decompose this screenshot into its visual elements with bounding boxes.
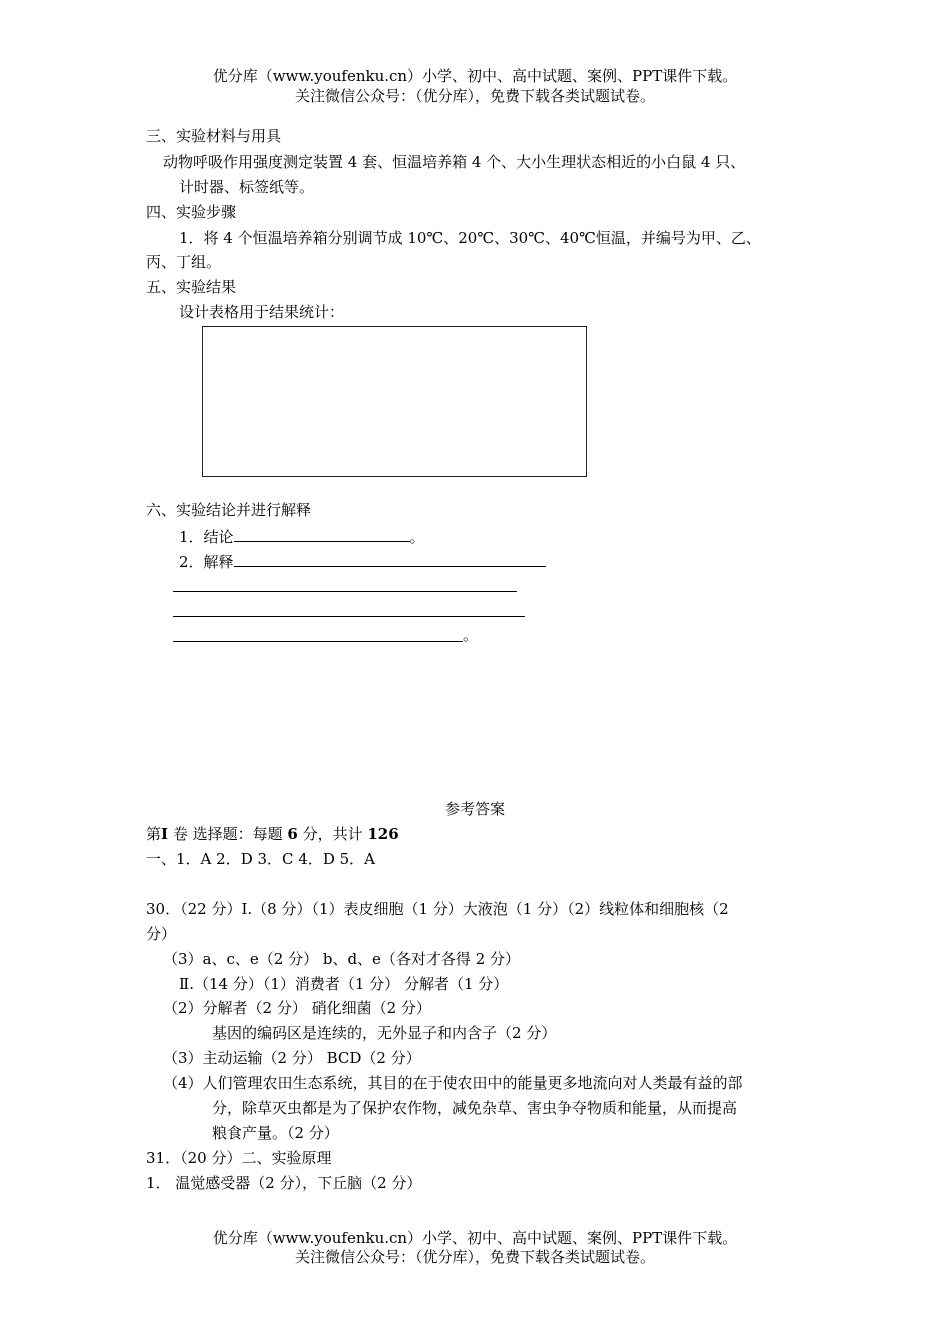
footer-line-2: 关注微信公众号：（优分库），免费下载各类试题试卷。 <box>294 1248 655 1266</box>
q30-line-10: 粮食产量。（2 分） <box>212 1124 339 1142</box>
explain-blank-2 <box>173 591 517 592</box>
section4-step1-a: 1．将 4 个恒温培养箱分别调节成 10℃、20℃、30℃、40℃恒温，并编号为甲、乙、 <box>179 229 761 247</box>
conclusion-label: 1．结论 <box>179 528 234 546</box>
explain-end: 。 <box>463 626 479 644</box>
q31-line-1: 31．（20 分）二、实验原理 <box>146 1149 332 1167</box>
section3-text-2: 计时器、标签纸等。 <box>179 178 315 196</box>
header-line-1: 优分库（www.youfenku.cn）小学、初中、高中试题、案例、PPT课件下载。 <box>212 67 738 85</box>
section3-text-1: 动物呼吸作用强度测定装置 4 套、恒温培养箱 4 个、大小生理状态相近的小白鼠 4 只、 <box>163 153 746 171</box>
part1-b: I <box>161 825 169 843</box>
q30-line-8: （4）人们管理农田生态系统，其目的在于使农田中的能量更多地流向对人类最有益的部 <box>163 1074 743 1092</box>
section5-text: 设计表格用于结果统计： <box>179 303 345 321</box>
part1-d: 6 <box>287 825 298 843</box>
explain-line <box>179 551 546 572</box>
part1-a: 第 <box>146 825 162 843</box>
section4-step1-b: 丙、丁组。 <box>146 253 222 271</box>
part1-e: 分，共计 <box>297 825 368 843</box>
part1-f: 126 <box>367 825 399 843</box>
part1-heading <box>146 824 399 844</box>
q30-line-6: 基因的编码区是连续的，无外显子和内含子（2 分） <box>212 1024 557 1042</box>
section4-title: 四、实验步骤 <box>146 203 237 221</box>
section5-title: 五、实验结果 <box>146 278 237 296</box>
section3-title: 三、实验材料与用具 <box>146 127 282 145</box>
q30-line-2: 分） <box>146 925 177 943</box>
explain-label: 2．解释 <box>179 553 234 571</box>
header-line-2: 关注微信公众号：（优分库），免费下载各类试题试卷。 <box>294 87 655 105</box>
q30-line-9: 分，除草灭虫都是为了保护农作物，减免杂草、害虫争夺物质和能量，从而提高 <box>212 1099 738 1117</box>
explain-blank-4 <box>173 641 463 642</box>
q30-line-3: （3）a、c、e（2 分） b、d、e（各对才各得 2 分） <box>163 950 521 968</box>
conclusion-blank <box>234 526 410 542</box>
q30-line-5: （2）分解者（2 分） 硝化细菌（2 分） <box>163 999 431 1017</box>
explain-blank-1 <box>234 551 546 567</box>
explain-blank-3 <box>173 616 525 617</box>
q30-line-7: （3）主动运输（2 分） BCD（2 分） <box>163 1049 421 1067</box>
footer-line-1: 优分库（www.youfenku.cn）小学、初中、高中试题、案例、PPT课件下载。 <box>212 1229 738 1247</box>
section6-title: 六、实验结论并进行解释 <box>146 501 312 519</box>
q31-line-2: 1． 温觉感受器（2 分），下丘脑（2 分） <box>146 1174 422 1192</box>
part1-c: 卷 选择题：每题 <box>168 825 288 843</box>
q30-line-4: Ⅱ.（14 分）（1）消费者（1 分） 分解者（1 分） <box>179 975 509 993</box>
results-table-box <box>202 326 587 477</box>
conclusion-line <box>179 526 425 547</box>
conclusion-end: 。 <box>409 528 425 546</box>
choice-answers: 一、1．A 2．D 3．C 4．D 5．A <box>146 850 375 868</box>
answers-title: 参考答案 <box>444 800 505 818</box>
q30-line-1: 30．（22 分）Ⅰ.（8 分）（1）表皮细胞（1 分）大液泡（1 分）（2）线粒体和细胞核（2 <box>146 900 729 918</box>
